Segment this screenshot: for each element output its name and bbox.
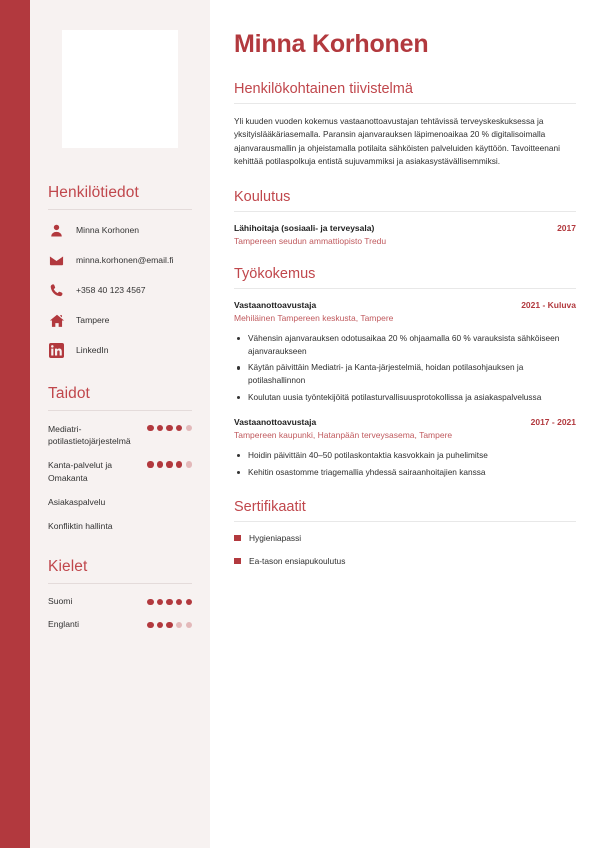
summary-heading: Henkilökohtainen tiivistelmä (234, 81, 413, 97)
sidebar (30, 0, 210, 848)
rating-dot (157, 599, 163, 605)
rating-dot (186, 461, 192, 467)
contact-item-name (48, 222, 192, 239)
contact-list (48, 222, 192, 359)
profile-photo-placeholder[interactable] (62, 30, 178, 148)
rating-dot (147, 599, 153, 605)
language-label: Suomi (48, 596, 73, 607)
certificates-section (234, 499, 576, 566)
skill-label: Kanta-palvelut ja Omakanta (48, 460, 113, 483)
skill-rating (147, 459, 192, 467)
education-entry (234, 223, 576, 246)
contact-location-text: Tampere (76, 315, 110, 326)
rating-dot (157, 622, 163, 628)
entry-date: 2017 - 2021 (530, 417, 576, 428)
entry-date: 2021 - Kuluva (521, 299, 576, 310)
language-item (48, 596, 192, 606)
entry-title: Lähihoitaja (sosiaali- ja terveysala) (234, 222, 375, 233)
rating-dot (147, 622, 153, 628)
personal-details-section (48, 184, 192, 359)
list-item: Ea-tason ensiapukoulutus (234, 556, 576, 566)
contact-item-phone[interactable] (48, 282, 192, 299)
language-label: Englanti (48, 619, 80, 630)
entry-organization: Mehiläinen Tampereen keskusta, Tampere (234, 312, 394, 323)
education-heading: Koulutus (234, 188, 291, 205)
rating-dot (176, 425, 182, 431)
entry-bullet-list (234, 449, 576, 479)
contact-item-linkedin[interactable] (48, 342, 192, 359)
list-item: Hoidin päivittäin 40–50 potilaskontaktia kasvokkain ja puhelimitse (234, 449, 576, 462)
divider (234, 211, 576, 212)
rating-dot (147, 425, 153, 431)
skill-rating (147, 423, 192, 431)
entry-bullet-list (234, 332, 576, 404)
contact-phone-text: +358 40 123 4567 (76, 285, 146, 296)
contact-item-email[interactable] (48, 252, 192, 269)
linkedin-icon (48, 342, 65, 359)
rating-dot (176, 622, 182, 628)
entry-title: Vastaanottoavustaja (234, 299, 317, 310)
language-rating (147, 597, 192, 605)
divider (48, 410, 192, 411)
language-item (48, 619, 192, 629)
entry-header (234, 223, 576, 233)
divider (48, 583, 192, 584)
entry-title: Vastaanottoavustaja (234, 417, 317, 428)
entry-header (234, 417, 576, 427)
skill-label: Konfliktin hallinta (48, 521, 113, 532)
rating-dot (166, 622, 172, 628)
list-item: Hygieniapassi (234, 533, 576, 543)
rating-dot (186, 599, 192, 605)
contact-name-text: Minna Korhonen (76, 225, 140, 236)
skill-item (48, 423, 192, 447)
skills-section (48, 385, 192, 532)
list-item: Vähensin ajanvarauksen odotusaikaa 20 % ohjaamalla 60 % varauksista sähköiseen ajanvaraukseen (234, 332, 576, 358)
contact-email-text: minna.korhonen@email.fi (76, 255, 174, 266)
rating-dot (166, 425, 172, 431)
phone-icon (48, 282, 65, 299)
entry-organization: Tampereen seudun ammattiopisto Tredu (234, 235, 387, 246)
rating-dot (147, 461, 153, 467)
experience-heading: Työkokemus (234, 265, 316, 282)
left-accent-stripe (0, 0, 30, 848)
experience-entry (234, 300, 576, 404)
main-content (210, 0, 600, 848)
rating-dot (176, 461, 182, 467)
certificate-list (234, 533, 576, 566)
list-item: Kehitin osastomme triagemallia yhdessä sairaanhoitajien kanssa (234, 466, 576, 479)
languages-heading: Kielet (48, 558, 88, 576)
experience-entry (234, 417, 576, 479)
rating-dot (186, 425, 192, 431)
skill-item (48, 496, 192, 508)
page-title: Minna Korhonen (234, 30, 429, 58)
list-item: Koulutan uusia työntekijöitä potilasturvallisuusprotokollissa ja asiakaspalvelussa (234, 391, 576, 404)
entry-header (234, 300, 576, 310)
divider (234, 103, 576, 104)
divider (234, 521, 576, 522)
contact-linkedin-text: LinkedIn (76, 345, 109, 356)
skill-item (48, 520, 192, 532)
entry-organization: Tampereen kaupunki, Hatanpään terveysasema, Tampere (234, 430, 453, 441)
rating-dot (157, 461, 163, 467)
summary-section (234, 81, 576, 169)
rating-dot (157, 425, 163, 431)
skill-label: Mediatri-potilastietojärjestelmä (48, 424, 131, 447)
divider (234, 288, 576, 289)
personal-details-heading: Henkilötiedot (48, 184, 139, 201)
skill-item (48, 459, 192, 483)
skill-label: Asiakaspalvelu (48, 496, 106, 507)
list-item: Käytän päivittäin Mediatri- ja Kanta-järjestelmiä, hoidan potilasohjauksen ja potilashallinnon (234, 361, 576, 387)
envelope-icon (48, 252, 65, 269)
skills-heading: Taidot (48, 385, 90, 402)
rating-dot (166, 461, 172, 467)
certificates-heading: Sertifikaatit (234, 498, 306, 515)
language-rating (147, 620, 192, 628)
rating-dot (166, 599, 172, 605)
home-icon (48, 312, 65, 329)
summary-text: Yli kuuden vuoden kokemus vastaanottoavustajan tehtävissä terveyskeskuksessa ja yksityislääkäriasemalla. Paransin ajanvarauksen läpimenoaikaa 20 % digitalisoimalla ajanvarausmallin ja ohjeistamalla potilaita sähköisten palveluiden käyttöön. Tavoitteenani kehittää potilaspolkuja entistä sujuvammiksi ja asiakasystävällisemmiksi. (234, 116, 560, 167)
languages-section (48, 558, 192, 629)
rating-dot (186, 622, 192, 628)
education-section (234, 189, 576, 246)
entry-date: 2017 (557, 222, 576, 233)
person-icon (48, 222, 65, 239)
divider (48, 209, 192, 210)
rating-dot (176, 599, 182, 605)
contact-item-location (48, 312, 192, 329)
experience-section (234, 266, 576, 479)
